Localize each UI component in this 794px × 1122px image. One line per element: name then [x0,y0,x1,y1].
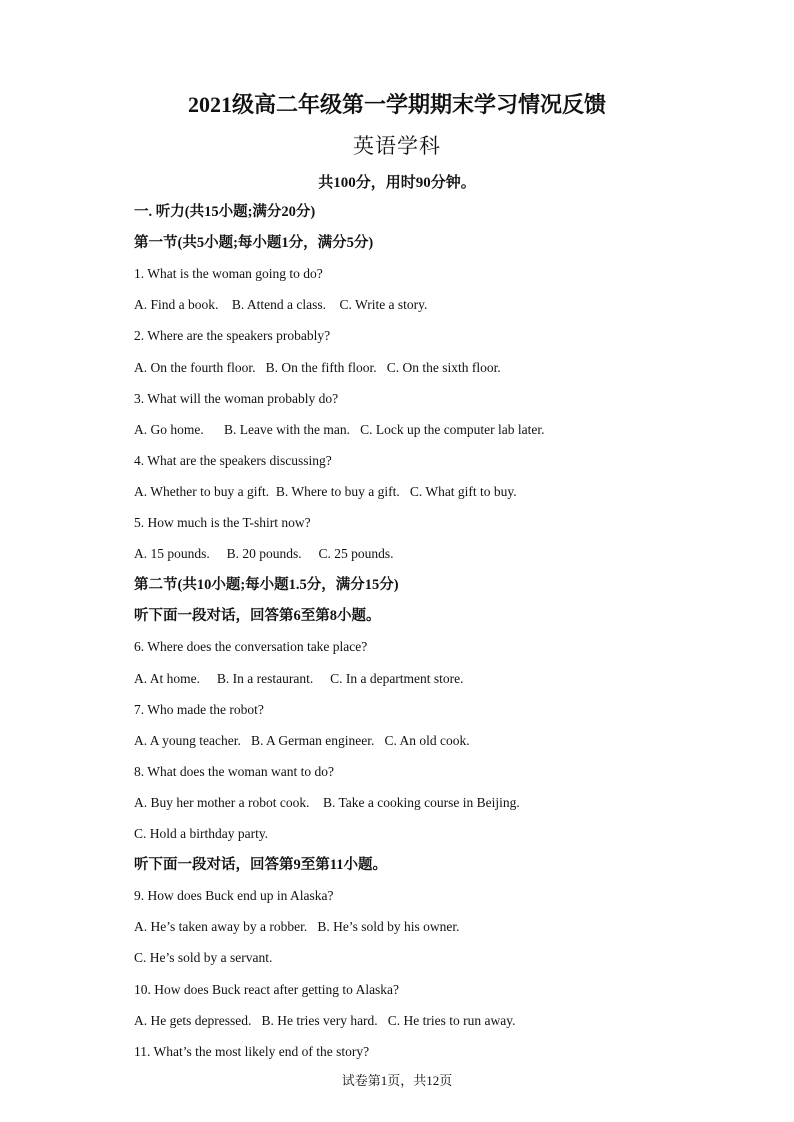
question-line: A. Whether to buy a gift. B. Where to buy a gift. C. What gift to buy. [134,483,517,499]
question-line: A. He gets depressed. B. He tries very hard. C. He tries to run away. [134,1012,516,1028]
question-line: 10. How does Buck react after getting to Alaska? [134,981,400,997]
question-line: C. Hold a birthday party. [134,826,269,841]
question-line: A. Find a book. B. Attend a class. C. Write a story. [134,297,428,313]
question-line: A. 15 pounds. B. 20 pounds. C. 25 pounds. [134,546,394,562]
question-line: 7. Who made the robot? [134,701,264,717]
exam-title: 2021级高二年级第一学期期末学习情况反馈 [187,92,606,117]
question-line: A. On the fourth floor. B. On the fifth floor. C. On the sixth floor. [134,359,501,375]
question-line: 6. Where does the conversation take place? [134,639,368,655]
question-line: A. Buy her mother a robot cook. B. Take a cooking course in Beijing. [134,794,520,810]
question-line: 8. What does the woman want to do? [134,763,334,779]
question-line: 9. How does Buck end up in Alaska? [134,888,334,904]
subject-title: 英语学科 [353,134,441,158]
question-line: A. A young teacher. B. A German engineer. C. An old cook. [134,732,470,748]
section-heading: 听下面一段对话，回答第6至第8小题。 [134,608,381,625]
exam-info: 共100分，用时90分钟。 [318,175,476,191]
question-line: 4. What are the speakers discussing? [134,452,332,468]
question-line: 11. What’s the most likely end of the story? [134,1043,370,1059]
section-heading: 第二节(共10小题;每小题1.5分，满分15分) [134,577,399,594]
question-line: 5. How much is the T-shirt now? [134,515,311,530]
section-heading: 听下面一段对话，回答第9至第11小题。 [134,857,387,874]
question-line: 1. What is the woman going to do? [134,266,323,282]
page-footer: 试卷第1页，共12页 [341,1073,453,1088]
question-line: A. He’s taken away by a robber. B. He’s sold by his owner. [134,919,460,935]
question-line: A. At home. B. In a restaurant. C. In a department store. [134,670,464,686]
question-line: C. He’s sold by a servant. [134,950,273,966]
question-line: A. Go home. B. Leave with the man. C. Lock up the computer lab later. [134,421,545,437]
question-line: 2. Where are the speakers probably? [134,328,331,344]
section-heading: 第一节(共5小题;每小题1分，满分5分) [134,235,374,252]
question-line: 3. What will the woman probably do? [134,390,339,406]
section-heading: 一. 听力(共15小题;满分20分) [134,204,316,220]
